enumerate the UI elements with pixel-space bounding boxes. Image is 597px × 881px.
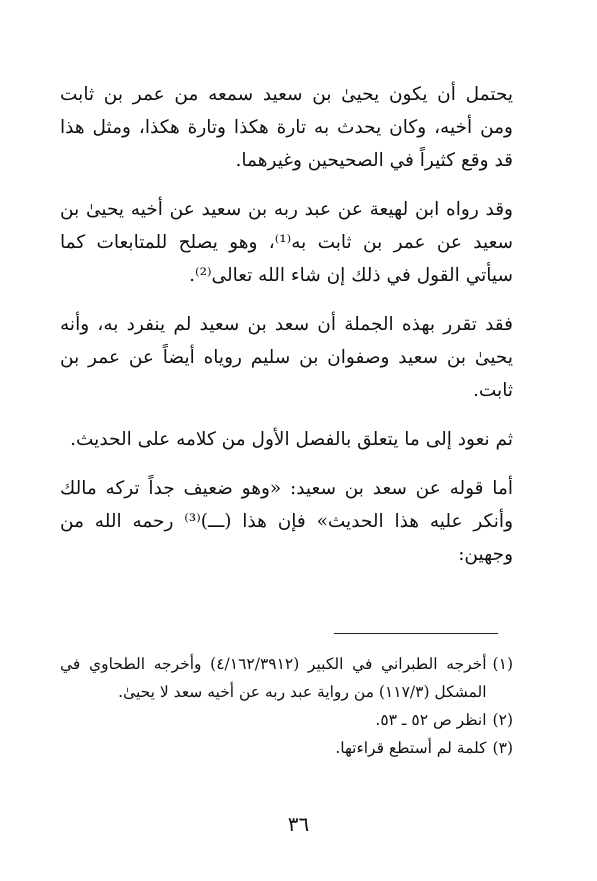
footnote-2 [60, 706, 513, 734]
footnote-number: (١) [492, 655, 513, 673]
paragraph-4: ثم نعود إلى ما يتعلق بالفصل الأول من كلامه على الحديث. [70, 429, 513, 450]
paragraph-2: وقد رواه ابن لهيعة عن عبد ربه بن سعيد عن أخيه يحيىٰ بن سعيد عن عمر بن ثابت به⁽¹⁾، وهو يصلح للمتابعات كما سيأتي القول في ذلك إن شاء الله تعالى⁽²⁾. [60, 199, 513, 286]
footnote-separator [334, 633, 498, 634]
paragraph-5: أما قوله عن سعد بن سعيد: «وهو ضعيف جداً تركه مالك وأنكر عليه هذا الحديث» فإن هذا (ـــ)⁽³⁾ رحمه الله من وجهين: [60, 478, 513, 565]
footnote-3 [60, 734, 513, 762]
footnote-text: انظر ص ٥٢ ـ ٥٣. [375, 711, 487, 729]
paragraph-3: فقد تقرر بهذه الجملة أن سعد بن سعيد لم ينفرد به، وأنه يحيىٰ بن سعيد وصفوان بن سليم روياه أيضاً عن عمر بن ثابت. [60, 314, 513, 401]
footnote-1 [60, 650, 513, 706]
footnotes [60, 650, 513, 762]
page-number: ٣٦ [287, 812, 310, 836]
main-text [60, 78, 513, 587]
footnote-number: (٣) [492, 739, 513, 757]
footnote-text: كلمة لم أستطع قراءتها. [335, 739, 487, 757]
paragraph-1: يحتمل أن يكون يحيىٰ بن سعيد سمعه من عمر بن ثابت ومن أخيه، وكان يحدث به تارة هكذا وتارة هكذا، ومثل هذا قد وقع كثيراً في الصحيحين وغيرهما. [60, 84, 513, 171]
footnote-text: أخرجه الطبراني في الكبير (٤/١٦٢/٣٩١٢) وأخرجه الطحاوي في المشكل (١١٧/٣) من رواية عبد ربه عن أخيه سعد لا يحيىٰ. [60, 655, 487, 701]
footnote-number: (٢) [492, 711, 513, 729]
